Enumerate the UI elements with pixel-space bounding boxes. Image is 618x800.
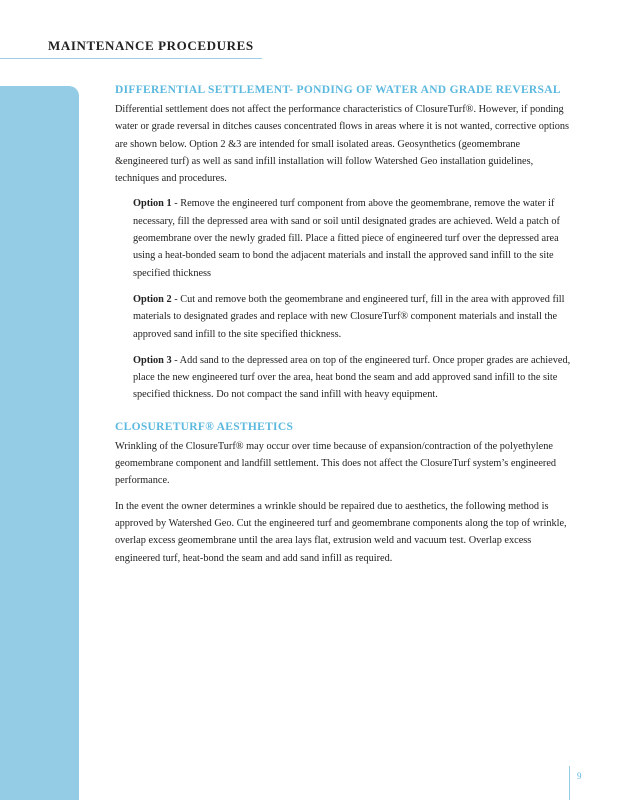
page-number: 9 — [577, 771, 582, 781]
option-2-text: - Cut and remove both the geomembrane and engineered turf, fill in the area with approved fill materials to designated grades and replace with new ClosureTurf® component materials and install the approved sand infill to the site specified thickness. — [133, 293, 565, 340]
option-1-text: - Remove the engineered turf component from above the geomembrane, remove the water if necessary, fill the depressed area with sand or soil until designated grades are achieved. Weld a patch of geomembrane over the newly graded fill. Place a fitted piece of engineered turf over the depressed area using a heat-bonded seam to bond the adjacent materials and install the approved sand infill to the site specified thickness — [133, 198, 560, 279]
option-2-block — [133, 291, 575, 343]
aesthetics-paragraph-1: Wrinkling of the ClosureTurf® may occur over time because of expansion/contraction of the polyethylene geomembrane component and landfill settlement. This does not affect the ClosureTurf system’s engineered performance. — [115, 440, 557, 487]
option-2-label: Option 2 — [133, 293, 172, 305]
section-heading-aesthetics: CLOSURETURF® AESTHETICS — [115, 420, 294, 433]
option-3-label: Option 3 — [133, 354, 172, 366]
option-3-block — [133, 352, 575, 404]
option-1-block — [133, 195, 575, 281]
header-divider — [0, 58, 262, 59]
main-content — [115, 84, 575, 575]
section-heading-differential-settlement: DIFFERENTIAL SETTLEMENT- PONDING OF WATER AND GRADE REVERSAL — [115, 84, 561, 96]
option-1-label: Option 1 — [133, 198, 172, 210]
decorative-side-bar — [0, 86, 79, 800]
section-intro-paragraph: Differential settlement does not affect the performance characteristics of ClosureTurf®. However, if ponding water or grade reversal in ditches causes concentrated flows in areas where it is not wanted, corrective options are shown below. Option 2 &3 are intended for small isolated areas. Geosynthetics (geomembrane &engineered turf) as well as sand infill installation will follow Watershed Geo installation guidelines, techniques and procedures. — [115, 104, 570, 185]
page-number-divider — [569, 766, 570, 800]
option-3-text: - Add sand to the depressed area on top of the engineered turf. Once proper grades are achieved, place the new engineered turf over the area, heat bond the seam and add approved sand infill to the site specified thickness. Do not compact the sand infill with heavy equipment. — [133, 354, 571, 401]
page-header-title: MAINTENANCE PROCEDURES — [48, 38, 254, 53]
aesthetics-paragraph-2: In the event the owner determines a wrinkle should be repaired due to aesthetics, the following method is approved by Watershed Geo. Cut the engineered turf and geomembrane components along the top of wrinkle, overlap excess geomembrane until the area lays flat, extrusion weld and vacuum test. Overlap excess engineered turf, heat-bond the seam and add sand infill as required. — [115, 500, 567, 564]
